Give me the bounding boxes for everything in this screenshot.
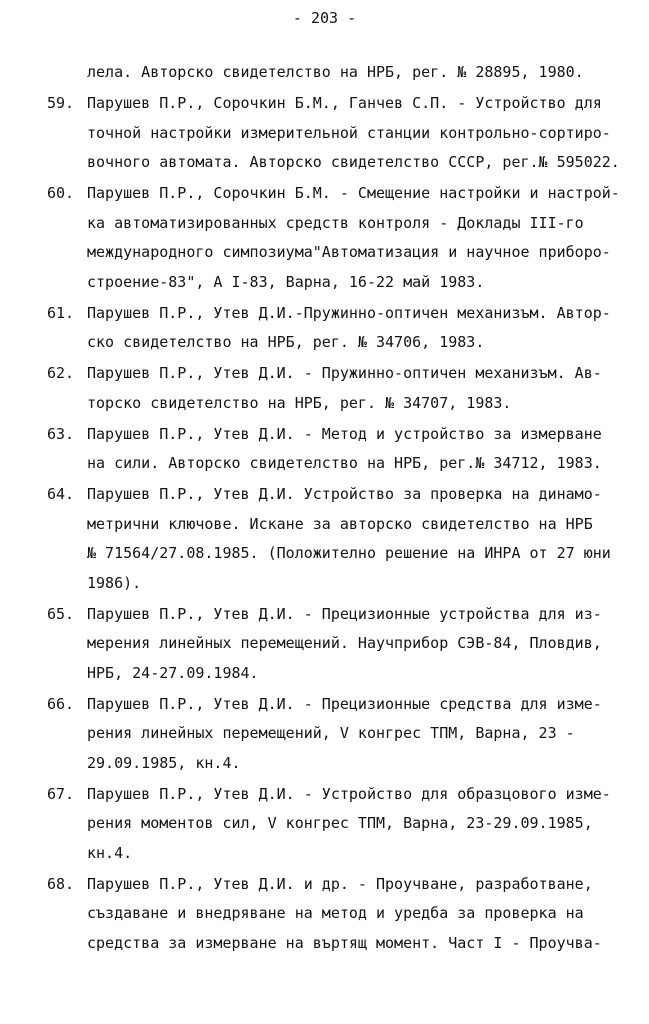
page-number: - 203 - bbox=[292, 9, 357, 27]
reference-item bbox=[47, 690, 627, 779]
text-line: вочного автомата. Авторско свидетелство СССР, рег.№ 595022. bbox=[87, 153, 620, 171]
reference-number: 59. bbox=[47, 94, 75, 112]
text-line: международного симпозиума"Автоматизация и научное приборо- bbox=[87, 243, 611, 261]
reference-text bbox=[87, 480, 627, 598]
text-line: Парушев П.Р., Утев Д.И. Устройство за проверка на динамо- bbox=[87, 485, 602, 503]
text-line: точной настройки измерительной станции контрольно-сортиро- bbox=[87, 123, 611, 142]
reference-number: 64. bbox=[47, 485, 75, 503]
text-line: Парушев П.Р., Сорочкин Б.М., Ганчев С.П. - Устройство для bbox=[87, 94, 602, 112]
reference-text bbox=[87, 780, 627, 869]
text-line: Парушев П.Р., Утев Д.И. - Пружинно-оптичен механизъм. Ав- bbox=[87, 364, 602, 382]
text-line: № 71564/27.08.1985. (Положително решение на ИНРА от 27 юни bbox=[87, 544, 611, 562]
text-line: Парушев П.Р., Утев Д.И. и др. - Проучване, разработване, bbox=[87, 874, 593, 893]
reference-text bbox=[87, 870, 627, 959]
text-line: средства за измерване на въртящ момент. Част I - Проучва- bbox=[87, 933, 602, 952]
reference-item bbox=[47, 600, 627, 689]
reference-number: 67. bbox=[47, 784, 75, 803]
reference-continuation bbox=[47, 58, 627, 88]
reference-item bbox=[47, 359, 627, 418]
text-line: торско свидетелство на НРБ, рег. № 34707, 1983. bbox=[87, 393, 512, 412]
reference-list bbox=[47, 58, 627, 960]
reference-text bbox=[87, 89, 627, 178]
reference-item bbox=[47, 780, 627, 869]
text-line: Парушев П.Р., Утев Д.И.-Пружинно-оптичен механизъм. Автор- bbox=[87, 303, 611, 322]
reference-text bbox=[87, 359, 627, 418]
text-line: ско свидетелство на НРБ, рег. № 34706, 1983. bbox=[87, 333, 485, 351]
text-line: Парушев П.Р., Утев Д.И. - Устройство для образцового изме- bbox=[87, 784, 611, 803]
reference-item bbox=[47, 299, 627, 358]
reference-item bbox=[47, 480, 627, 598]
reference-text bbox=[87, 179, 627, 297]
text-line: 29.09.1985, кн.4. bbox=[87, 753, 241, 772]
reference-number: 61. bbox=[47, 303, 75, 322]
reference-item bbox=[47, 420, 627, 479]
text-line: строение-83", А I-83, Варна, 16-22 май 1983. bbox=[87, 272, 485, 291]
text-line: мерения линейных перемещений. Научприбор СЭВ-84, Пловдив, bbox=[87, 634, 602, 652]
text-line: на сили. Авторско свидетелство на НРБ, рег.№ 34712, 1983. bbox=[87, 454, 602, 472]
reference-text bbox=[87, 299, 627, 358]
text-line: кн.4. bbox=[87, 843, 133, 862]
text-line: Парушев П.Р., Утев Д.И. - Прецизионные устройства для из- bbox=[87, 604, 602, 623]
reference-text bbox=[87, 690, 627, 779]
reference-text bbox=[87, 420, 627, 479]
reference-number: 63. bbox=[47, 424, 75, 443]
reference-number: 60. bbox=[47, 184, 75, 202]
reference-item bbox=[47, 870, 627, 959]
text-line: създаване и внедряване на метод и уредба за проверка на bbox=[87, 904, 584, 922]
text-line: Парушев П.Р., Сорочкин Б.М. - Смещение настройки и настрой- bbox=[87, 184, 620, 202]
text-line: рения линейных перемещений, V конгрес ТПМ, Варна, 23 - bbox=[87, 724, 575, 742]
reference-item bbox=[47, 89, 627, 178]
text-line: ка автоматизированных средств контроля - Доклады III-го bbox=[87, 213, 584, 232]
text-line: НРБ, 24-27.09.1984. bbox=[87, 663, 259, 682]
reference-number: 66. bbox=[47, 694, 75, 713]
reference-text bbox=[87, 600, 627, 689]
reference-number-blank bbox=[47, 58, 87, 88]
reference-text bbox=[87, 58, 627, 88]
reference-number: 65. bbox=[47, 604, 75, 623]
text-line: рения моментов сил, V конгрес ТПМ, Варна, 23-29.09.1985, bbox=[87, 814, 593, 832]
text-line: Парушев П.Р., Утев Д.И. - Метод и устройство за измерване bbox=[87, 424, 602, 443]
text-line: метрични ключове. Искане за авторско свидетелство на НРБ bbox=[87, 514, 593, 533]
reference-number: 68. bbox=[47, 874, 75, 893]
text-line: Парушев П.Р., Утев Д.И. - Прецизионные средства для изме- bbox=[87, 694, 602, 713]
reference-item bbox=[47, 179, 627, 297]
text-line: лела. Авторско свидетелство на НРБ, рег. № 28895, 1980. bbox=[87, 63, 584, 81]
text-line: 1986). bbox=[87, 573, 142, 592]
reference-number: 62. bbox=[47, 364, 75, 382]
